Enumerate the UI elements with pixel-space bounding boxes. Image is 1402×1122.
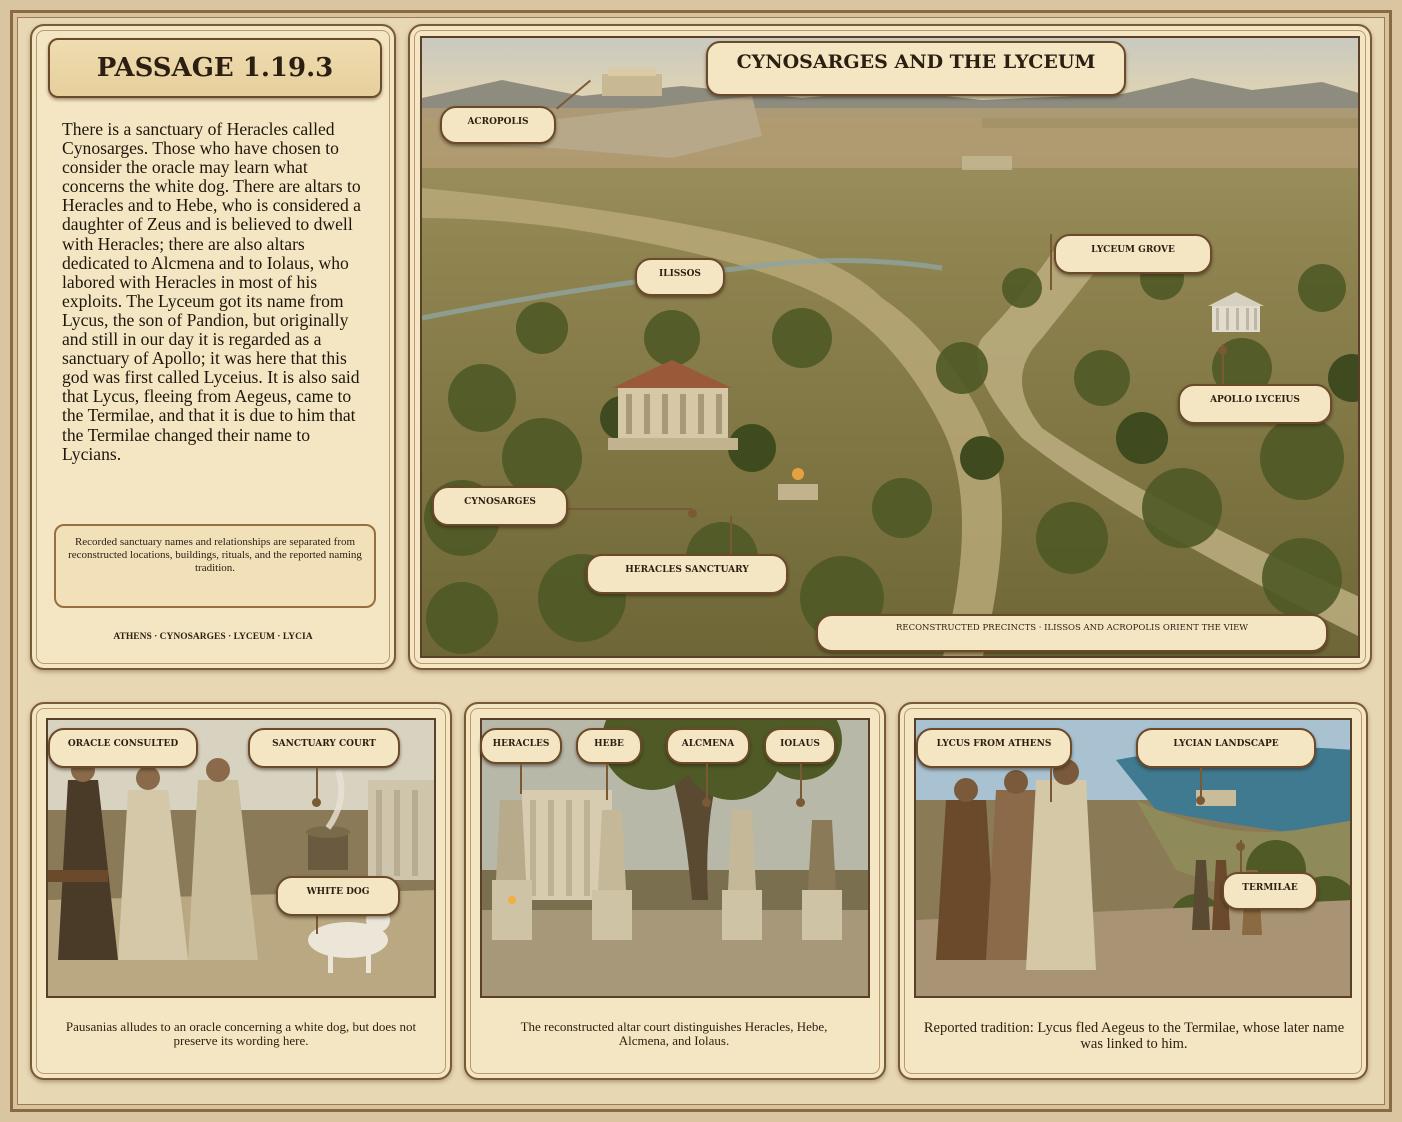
lycian-marker — [1196, 796, 1205, 805]
label-acropolis — [440, 106, 556, 144]
label-lyceum-grove-text: LYCEUM GROVE — [1091, 245, 1175, 255]
scene-caption-text: RECONSTRUCTED PRECINCTS · ILISSOS AND ACROPOLIS ORIENT THE VIEW — [895, 623, 1249, 633]
label-hebe — [576, 728, 642, 764]
label-acropolis-text: ACROPOLIS — [467, 117, 529, 127]
label-oracle-consulted — [48, 728, 198, 768]
label-alcmena-text: ALCMENA — [681, 739, 735, 749]
iolaus-leader — [800, 764, 802, 800]
label-court-text: SANCTUARY COURT — [272, 739, 376, 749]
label-lycus-text: LYCUS FROM ATHENS — [936, 739, 1052, 749]
label-cynosarges-text: CYNOSARGES — [464, 497, 536, 507]
label-ilissos — [635, 258, 725, 296]
label-apollo-text: APOLLO LYCEIUS — [1210, 395, 1300, 405]
alcmena-leader — [706, 764, 708, 800]
label-heracles-altar-text: HERACLES — [492, 739, 550, 749]
label-white-dog — [276, 876, 400, 916]
lycus-leader — [1050, 768, 1052, 802]
apollo-marker — [1218, 346, 1227, 355]
label-iolaus — [764, 728, 836, 764]
page-title: PASSAGE 1.19.3 — [96, 53, 334, 83]
label-apollo-lyceius — [1178, 384, 1332, 424]
label-sanctuary-court — [248, 728, 400, 768]
lyceum-leader — [1050, 234, 1052, 290]
label-lyceum-grove — [1054, 234, 1212, 274]
label-heracles — [480, 728, 562, 764]
label-termilae — [1222, 872, 1318, 910]
court-leader — [316, 768, 318, 802]
dog-leader — [316, 914, 318, 934]
court-marker — [312, 798, 321, 807]
label-dog-text: WHITE DOG — [306, 887, 370, 897]
scene-title-text: CYNOSARGES AND THE LYCEUM — [736, 51, 1096, 73]
scene-title — [706, 41, 1126, 96]
label-hebe-text: HEBE — [594, 739, 624, 749]
label-cynosarges — [432, 486, 568, 526]
passage-title-box — [48, 38, 382, 98]
passage-panel — [30, 24, 396, 670]
label-iolaus-text: IOLAUS — [780, 739, 820, 749]
label-ilissos-text: ILISSOS — [659, 269, 701, 279]
label-termilae-text: TERMILAE — [1242, 883, 1298, 893]
label-heracles-text: HERACLES SANCTUARY — [625, 565, 749, 575]
cynosarges-leader — [568, 508, 692, 510]
hebe-leader — [606, 764, 608, 800]
oracle-caption: Pausanias alludes to an oracle concerning a white dog, but does not preserve its wording here. — [65, 1019, 417, 1048]
label-lycus-from-athens — [916, 728, 1072, 768]
label-heracles-sanctuary — [586, 554, 788, 594]
label-lycian-text: LYCIAN LANDSCAPE — [1173, 739, 1279, 749]
iolaus-marker — [796, 798, 805, 807]
label-oracle-text: ORACLE CONSULTED — [67, 739, 179, 749]
alcmena-marker — [702, 798, 711, 807]
label-alcmena — [666, 728, 750, 764]
termilae-marker — [1236, 842, 1245, 851]
place-list: ATHENS · CYNOSARGES · LYCEUM · LYCIA — [113, 632, 313, 642]
lycus-caption: Reported tradition: Lycus fled Aegeus to the Termilae, whose later name was linked to him. — [923, 1020, 1345, 1052]
label-lycian-landscape — [1136, 728, 1316, 768]
scene-caption — [816, 614, 1328, 652]
cynosarges-marker — [688, 509, 697, 518]
altars-caption: The reconstructed altar court distinguishes Heracles, Hebe, Alcmena, and Iolaus. — [520, 1019, 828, 1048]
heracles-leader — [730, 516, 732, 554]
heracles-altar-leader — [520, 764, 522, 794]
note-box — [54, 524, 376, 608]
note-text: Recorded sanctuary names and relationships are separated from reconstructed locations, buildings, rituals, and the reported naming tradition. — [68, 536, 362, 574]
passage-text: There is a sanctuary of Heracles called Cynosarges. Those who have chosen to consider the oracle may learn what concerns the white dog. There are altars to Heracles and to Hebe, who is considered a daughter of Zeus and is believed to dwell with Heracles; there are also altars dedicated to Alcmena and to Iolaus, who labored with Heracles in most of his exploits. The Lyceum got its name from Lycus, the son of Pandion, but originally and still in our day it is regarded as a sanctuary of Apollo; it was here that this god was first called Lyceius. It is also said that Lycus, fleeing from Aegeus, came to the Termilae, and that it is due to him that the Termilae changed their name to Lycians. — [62, 119, 361, 464]
